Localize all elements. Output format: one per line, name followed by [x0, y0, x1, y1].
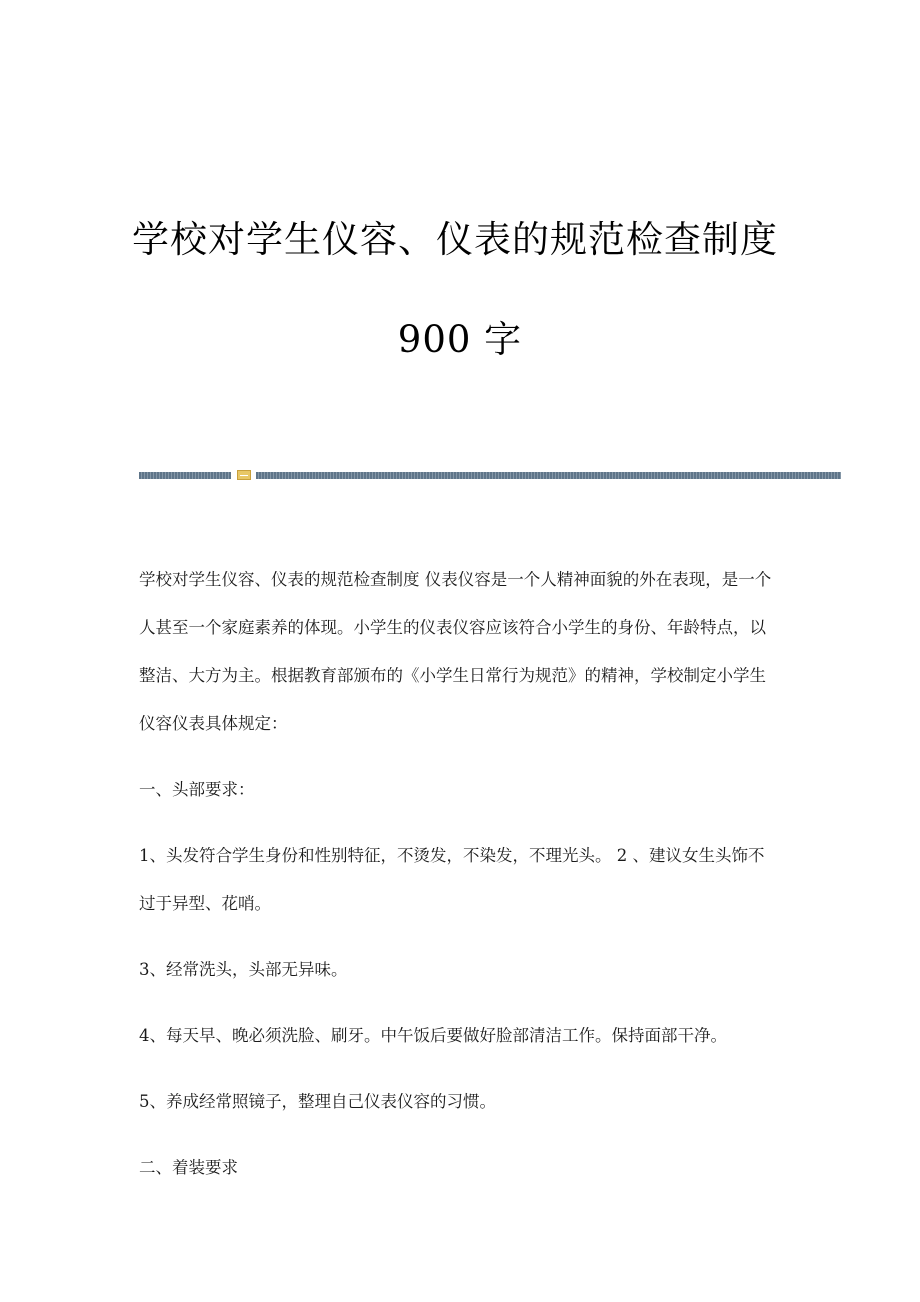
paragraph-intro: 学校对学生仪容、仪表的规范检查制度 仪表仪容是一个人精神面貌的外在表现，是一个人甚至一个家庭素养的体现。小学生的仪表仪容应该符合小学生的身份、年龄特点，以整洁、大方为主。根据教育部颁布的《小学生日常行为规范》的精神，学校制定小学生仪容仪表具体规定：	[139, 570, 772, 733]
document-title-line1: 学校对学生仪容、仪表的规范检查制度	[132, 218, 778, 261]
divider-bar-right	[256, 472, 841, 479]
list-item-1: 1、头发符合学生身份和性别特征，不烫发，不染发，不理光头。 2 、建议女生头饰不过于异型、花哨。	[139, 846, 765, 913]
document-title-line2: 900 字	[397, 318, 523, 361]
document-body	[139, 556, 779, 1210]
list-item-5: 5、养成经常照镜子，整理自己仪表仪容的习惯。	[139, 1092, 496, 1111]
title-divider	[139, 470, 841, 480]
section-heading-head: 一、头部要求：	[139, 780, 255, 799]
section-heading-clothing: 二、着装要求	[139, 1158, 238, 1177]
list-item-4: 4、每天早、晚必须洗脸、刷牙。中午饭后要做好脸部清洁工作。保持面部干净。	[139, 1026, 727, 1045]
divider-emblem-icon	[237, 470, 251, 480]
list-item-3: 3、经常洗头，头部无异味。	[139, 960, 348, 979]
divider-bar-left	[139, 472, 231, 479]
